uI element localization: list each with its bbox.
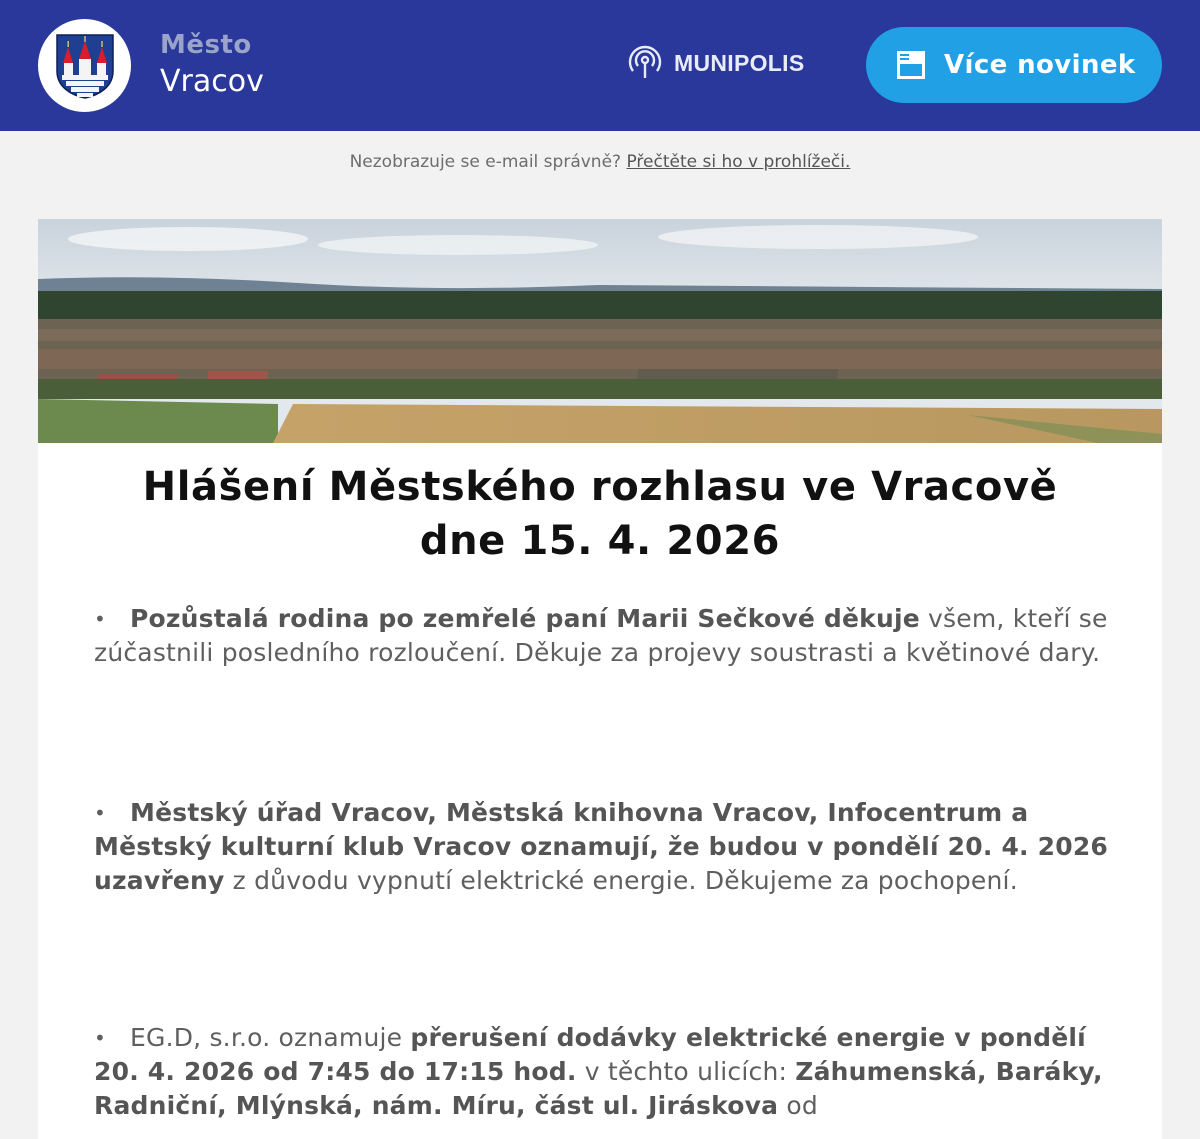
announcement-bold: Městský úřad Vracov, Městská knihovna Vracov, Infocentrum a Městský kulturní klub Vracov oznamují, že budou v pondělí 20. 4. 2026 uzavřeny xyxy=(94,798,1109,895)
announcement-item xyxy=(94,1021,1114,1123)
bullet-icon: • xyxy=(94,801,106,825)
broadcast-antenna-icon xyxy=(626,44,664,82)
announcement-list xyxy=(94,602,1114,1120)
more-news-label: Více novinek xyxy=(944,50,1136,80)
announcement-bold: Záhumenská, Baráky, Radniční, Mlýnská, nám. Míru, část ul. Jiráskova xyxy=(94,1057,1103,1120)
announcement-text: z důvodu vypnutí elektrické energie. Děkujeme za pochopení. xyxy=(224,866,1018,895)
announcement-item xyxy=(94,796,1114,898)
munipolis-text: MUNIPOLIS xyxy=(674,49,805,76)
announcement-text: EG.D, s.r.o. oznamuje xyxy=(130,1023,411,1052)
content-card xyxy=(38,219,1162,1139)
bullet-icon: • xyxy=(94,1026,106,1050)
announcement-item xyxy=(94,602,1114,670)
town-panorama-image xyxy=(38,219,1162,443)
bullet-icon: • xyxy=(94,607,106,631)
coat-of-arms-icon xyxy=(55,33,115,99)
preheader-text: Nezobrazuje se e-mail správně? xyxy=(349,152,622,172)
announcement-bold: Pozůstalá rodina po zemřelé paní Marii Sečkové děkuje xyxy=(130,604,920,633)
more-news-button[interactable] xyxy=(866,27,1162,103)
town-name: Vracov xyxy=(160,64,264,99)
announcement-text: všem, kteří se zúčastnili posledního rozloučení. Děkuje za projevy soustrasti a květinové dary. xyxy=(94,604,1108,667)
announcement-text: od xyxy=(778,1091,818,1120)
announcement-text: v těchto ulicích: xyxy=(576,1057,796,1086)
newspaper-icon xyxy=(896,50,926,80)
article-title-line1: Hlášení Městského rozhlasu ve Vracově xyxy=(142,464,1058,510)
article-title-line2: dne 15. 4. 2026 xyxy=(419,518,781,564)
town-logo[interactable] xyxy=(38,19,131,112)
announcement-bold: přerušení dodávky elektrické energie v pondělí 20. 4. 2026 od 7:45 do 17:15 hod. xyxy=(94,1023,1086,1086)
article-title xyxy=(0,460,1200,568)
preheader xyxy=(0,152,1200,172)
town-kicker: Město xyxy=(160,30,252,60)
view-in-browser-link[interactable]: Přečtěte si ho v prohlížeči. xyxy=(626,152,851,172)
munipolis-logo[interactable] xyxy=(626,44,804,82)
email-header xyxy=(0,0,1200,131)
